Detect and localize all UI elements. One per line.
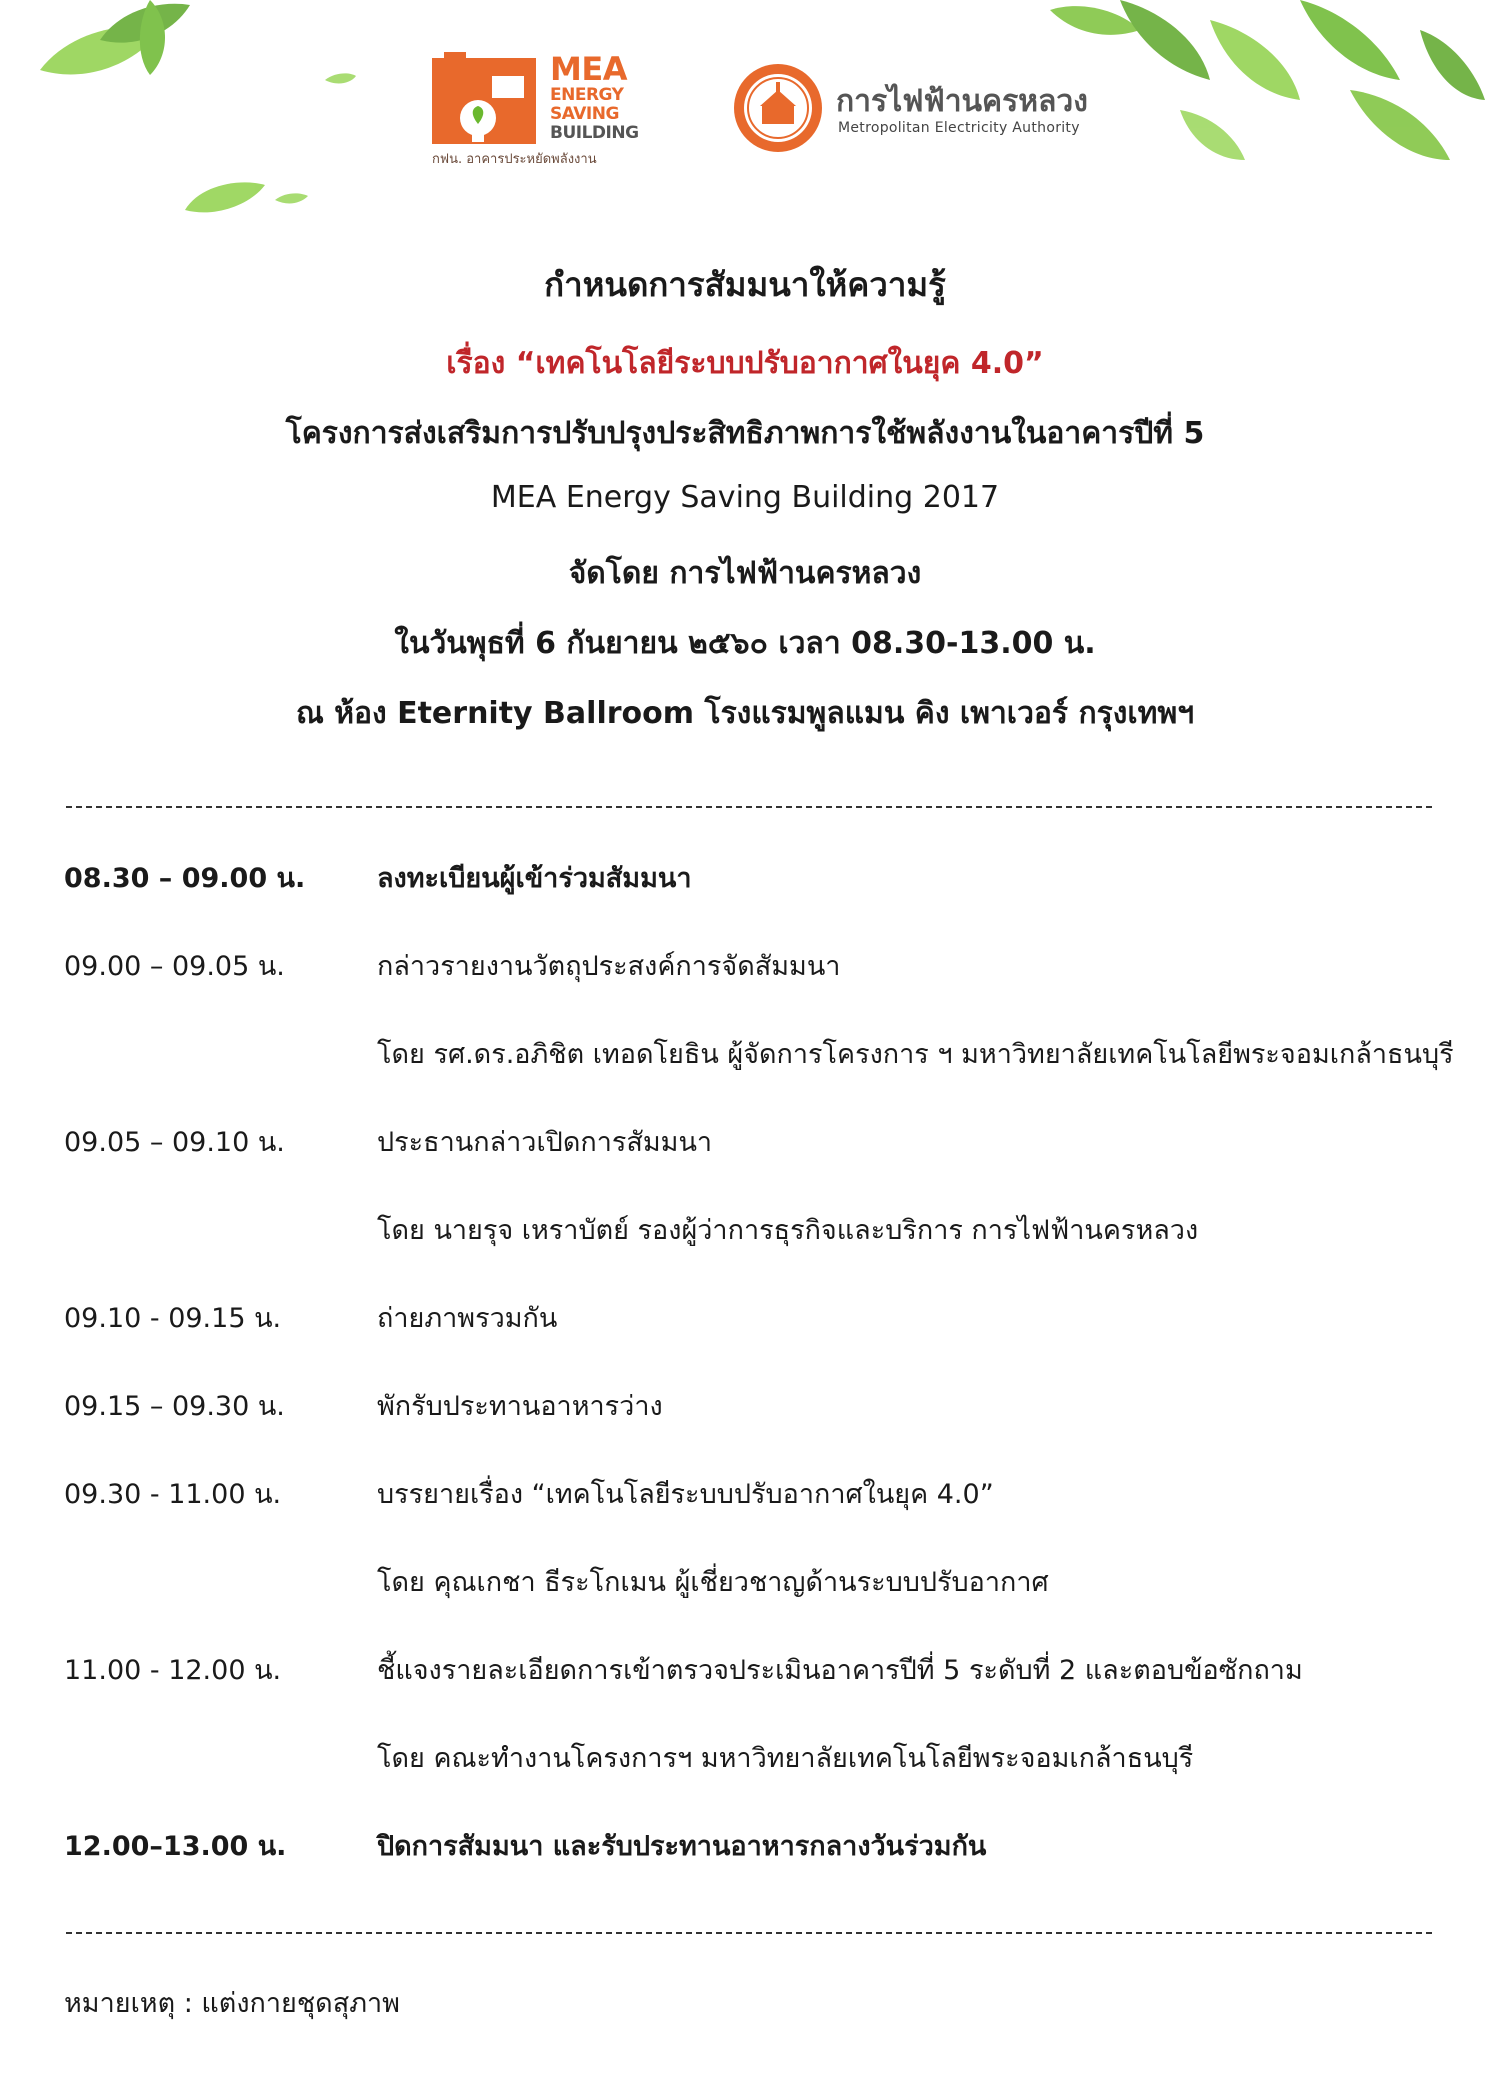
energy-word: ENERGY	[550, 85, 624, 105]
mea-energy-saving-building-logo	[430, 52, 670, 172]
mea-word: MEA	[550, 50, 627, 88]
schedule-row	[0, 1472, 1490, 1516]
mea-wordmark	[550, 52, 680, 143]
seminar-date: ในวันพุธที่ 6 กันยายน ๒๕๖๐ เวลา 08.30-13.00 น.	[394, 626, 1096, 661]
schedule-desc: กล่าวรายงานวัตถุประสงค์การจัดสัมมนา	[377, 951, 841, 982]
dress-code-note: หมายเหตุ : แต่งกายชุดสุภาพ	[64, 1988, 400, 2019]
mea-name-english: Metropolitan Electricity Authority	[838, 120, 1080, 136]
mea-name-thai: การไฟฟ้านครหลวง	[836, 84, 1088, 119]
building-word: BUILDING	[550, 123, 639, 143]
schedule-time: 09.00 – 09.05 น.	[64, 951, 285, 982]
program-name: MEA Energy Saving Building 2017	[490, 480, 1000, 515]
schedule-desc: ถ่ายภาพรวมกัน	[377, 1303, 558, 1334]
schedule-row	[0, 1560, 1490, 1604]
house-bulb-icon	[430, 52, 540, 147]
schedule-time: 09.10 - 09.15 น.	[64, 1303, 282, 1334]
schedule-row	[0, 1032, 1490, 1076]
top-divider	[66, 806, 1432, 808]
seminar-topic: เรื่อง “เทคโนโลยีระบบปรับอากาศในยุค 4.0”	[446, 346, 1044, 381]
schedule-desc: พักรับประทานอาหารว่าง	[377, 1391, 663, 1422]
schedule-time: 12.00–13.00 น.	[64, 1831, 287, 1862]
schedule-time: 09.30 - 11.00 น.	[64, 1479, 282, 1510]
schedule-time: 09.15 – 09.30 น.	[64, 1391, 285, 1422]
schedule-desc: ปิดการสัมมนา และรับประทานอาหารกลางวันร่วมกัน	[377, 1831, 987, 1862]
schedule-time: 08.30 – 09.00 น.	[64, 863, 306, 894]
schedule-row	[0, 1736, 1490, 1780]
document-title: กำหนดการสัมมนาให้ความรู้	[544, 265, 946, 304]
schedule-row	[0, 1208, 1490, 1252]
schedule-desc: ลงทะเบียนผู้เข้าร่วมสัมมนา	[377, 863, 692, 894]
schedule-row	[0, 944, 1490, 988]
bottom-divider	[66, 1932, 1432, 1934]
schedule-row	[0, 1824, 1490, 1868]
saving-word: SAVING	[550, 104, 619, 124]
schedule-desc: โดย นายรุจ เหราบัตย์ รองผู้ว่าการธุรกิจและบริการ การไฟฟ้านครหลวง	[377, 1215, 1199, 1246]
schedule-time: 11.00 - 12.00 น.	[64, 1655, 282, 1686]
schedule-row	[0, 1296, 1490, 1340]
schedule-time: 09.05 – 09.10 น.	[64, 1127, 285, 1158]
organizer: จัดโดย การไฟฟ้านครหลวง	[568, 556, 922, 591]
schedule-desc: บรรยายเรื่อง “เทคโนโลยีระบบปรับอากาศในยุค 4.0”	[377, 1479, 994, 1510]
schedule-row	[0, 1384, 1490, 1428]
schedule-row	[0, 1648, 1490, 1692]
schedule-row	[0, 856, 1490, 900]
mea-seal-icon	[732, 62, 824, 154]
schedule-desc: โดย คณะทำงานโครงการฯ มหาวิทยาลัยเทคโนโลยีพระจอมเกล้าธนบุรี	[377, 1743, 1194, 1774]
schedule-desc: โดย คุณเกชา ธีระโกเมน ผู้เชี่ยวชาญด้านระบบปรับอากาศ	[377, 1567, 1049, 1598]
schedule-desc: ประธานกล่าวเปิดการสัมมนา	[377, 1127, 713, 1158]
seminar-venue: ณ ห้อง Eternity Ballroom โรงแรมพูลแมน คิง เพาเวอร์ กรุงเทพฯ	[295, 696, 1195, 731]
mea-logo-subtitle: กฟน. อาคารประหยัดพลังงาน	[432, 152, 597, 167]
project-name: โครงการส่งเสริมการปรับปรุงประสิทธิภาพการใช้พลังงานในอาคารปีที่ 5	[285, 416, 1205, 451]
schedule-desc: โดย รศ.ดร.อภิชิต เทอดโยธิน ผู้จัดการโครงการ ฯ มหาวิทยาลัยเทคโนโลยีพระจอมเกล้าธนบุรี	[377, 1039, 1454, 1070]
schedule-row	[0, 1120, 1490, 1164]
schedule-desc: ชี้แจงรายละเอียดการเข้าตรวจประเมินอาคารปีที่ 5 ระดับที่ 2 และตอบข้อซักถาม	[377, 1655, 1303, 1686]
metropolitan-electricity-authority-logo	[732, 62, 1092, 158]
